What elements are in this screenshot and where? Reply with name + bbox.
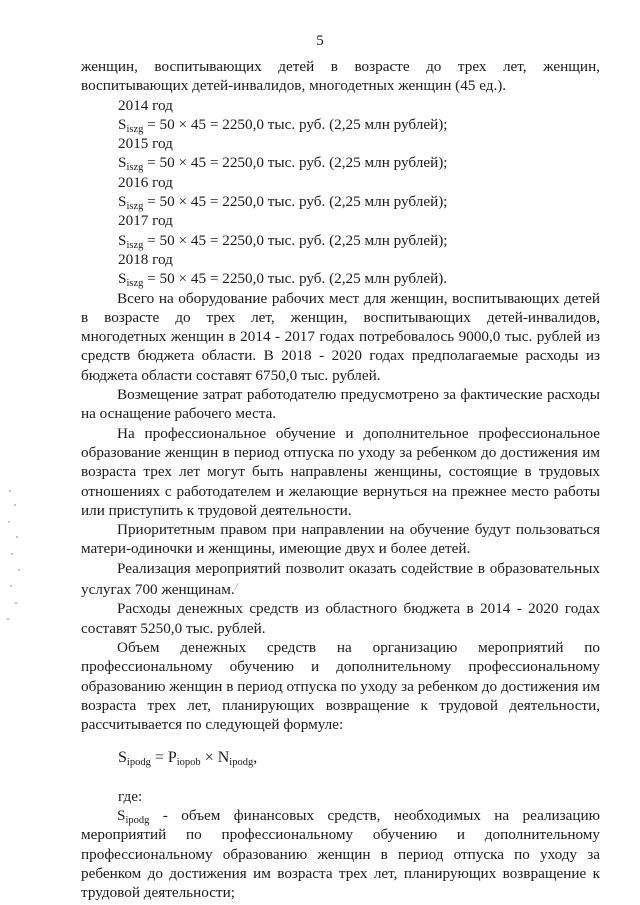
calc-expression: = 50 × 45 = 2250,0 тыс. руб. (2,25 млн рублей); [143, 154, 448, 172]
calc-line [81, 192, 600, 211]
formula-s-subscript: ipodg [126, 757, 151, 769]
calc-expression: = 50 × 45 = 2250,0 тыс. руб. (2,25 млн рублей); [143, 193, 448, 211]
formula-n-subscript: ipodg [229, 757, 254, 769]
year-label: 2016 год [118, 173, 173, 191]
s-subscript: iszg [126, 239, 144, 251]
assistance-text: Реализация мероприятий позволит оказать содействие в образовательных услугах 700 женщинам. [81, 559, 600, 599]
calc-line [81, 115, 600, 134]
year-label: 2017 год [118, 212, 173, 230]
year-label: 2015 год [118, 135, 173, 153]
formula-s-symbol: S [118, 749, 127, 767]
s-subscript: iszg [126, 278, 144, 290]
calc-expression: = 50 × 45 = 2250,0 тыс. руб. (2,25 млн рублей); [143, 115, 448, 133]
formula-p-subscript: iopob [176, 757, 201, 769]
margin-scan-marks [5, 490, 35, 630]
intro-paragraph: женщин, воспитывающих детей в возрасте до трех лет, женщин, воспитывающих детей-инвалидов, многодетных женщин (45 ед.). [81, 58, 600, 95]
equipment-costs-paragraph: Всего на оборудование рабочих мест для женщин, воспитывающих детей в возрасте до трех лет, женщин, воспитывающих детей-инвалидов, многодетных женщин в 2014 - 2017 годах потребовалось 9000,0 тыс. рублей из средств бюджета области. В 2018 - 2020 годах предполагаемые расходы из бюджета области составят 6750,0 тыс. рублей. [81, 289, 600, 384]
s-subscript: iszg [126, 201, 144, 213]
training-eligibility-paragraph: На профессиональное обучение и дополнительное профессиональное образование женщин в период отпуска по уходу за ребенком до достижения им возраста трех лет могут быть направлены женщины, состоящие в трудовых отношениях с работодателем и желающие вернуться на прежнее место работы или приступить к трудовой деятельности. [81, 424, 600, 519]
def-text: - объем финансовых средств, необходимых на реализацию мероприятий по профессиональному обучению и дополнительному профессиональному образованию женщин в период отпуска по уходу за ребенком до достижения им возраста трех лет, планирующих возвращение к трудовой деятельности; [81, 806, 600, 902]
funding-formula [81, 748, 600, 767]
calc-expression: = 50 × 45 = 2250,0 тыс. руб. (2,25 млн рублей). [143, 270, 448, 288]
s-subscript: iszg [126, 162, 144, 174]
calc-line [81, 153, 600, 172]
budget-expenses-paragraph: Расходы денежных средств из областного бюджета в 2014 - 2020 годах составят 5250,0 тыс. рублей. [81, 600, 600, 637]
calc-line [81, 231, 600, 250]
def-s-subscript: ipodg [125, 814, 150, 826]
calc-line [81, 269, 600, 288]
s-symbol: S [118, 193, 127, 211]
s-symbol: S [118, 115, 127, 133]
s-symbol: S [118, 154, 127, 172]
s-symbol: S [118, 231, 127, 249]
assistance-paragraph [81, 559, 600, 600]
s-definition-paragraph [81, 806, 600, 902]
page-number: 5 [316, 33, 324, 49]
formula-times: × [204, 749, 214, 767]
formula-p-symbol: P [167, 749, 177, 767]
formula-equals: = [154, 749, 164, 767]
def-s-symbol: S [117, 806, 126, 824]
year-label: 2014 год [118, 96, 173, 114]
document-body [81, 57, 600, 902]
reimbursement-paragraph: Возмещение затрат работодателю предусмотрено за фактические расходы на оснащение рабочего места. [81, 386, 600, 423]
handwritten-mark: / [234, 581, 238, 594]
year-label: 2018 год [118, 250, 173, 268]
yearly-calculations [81, 96, 600, 289]
funding-volume-paragraph: Объем денежных средств на организацию мероприятий по профессиональному обучению и дополнительному профессиональному образованию женщин в период отпуска по уходу за ребенком до достижения им возраста трех лет, планирующих возвращение к трудовой деятельности, рассчитывается по следующей формуле: [81, 638, 600, 734]
formula-end: , [253, 749, 258, 767]
s-subscript: iszg [126, 123, 144, 135]
s-symbol: S [118, 270, 127, 288]
priority-paragraph: Приоритетным правом при направлении на обучение будут пользоваться матери-одиночки и женщины, имеющие двух и более детей. [81, 521, 600, 558]
where-label: где: [118, 787, 143, 805]
calc-expression: = 50 × 45 = 2250,0 тыс. руб. (2,25 млн рублей); [143, 231, 448, 249]
formula-n-symbol: N [217, 749, 230, 767]
